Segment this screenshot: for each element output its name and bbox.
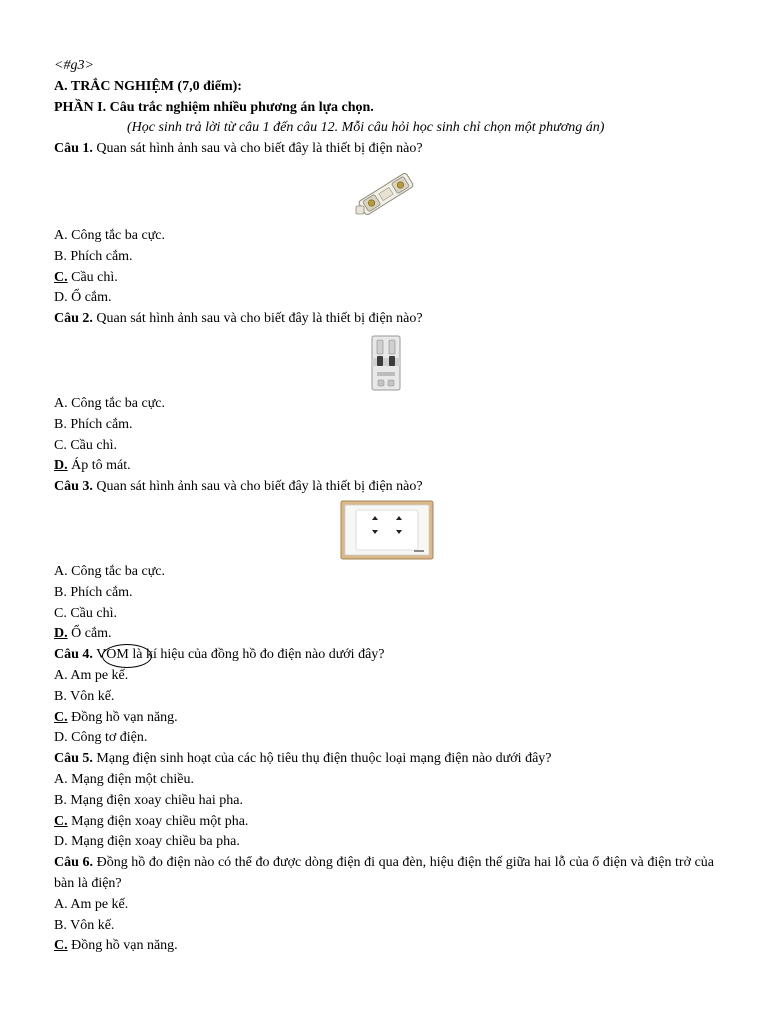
option-text: Đồng hồ vạn năng.: [71, 938, 178, 954]
q5-option-b: B. Mạng điện xoay chiều hai pha.: [54, 792, 243, 808]
circuit-breaker-image: [368, 334, 404, 392]
answer-letter: C.: [54, 269, 68, 285]
q3-option-d: [54, 624, 714, 645]
answer-letter: C.: [54, 938, 68, 954]
question-4: [54, 645, 714, 666]
q2-option-c: C. Cầu chì.: [54, 437, 117, 453]
question-2: [54, 309, 714, 330]
q6-option-b: B. Vôn kế.: [54, 917, 115, 933]
question-text: Quan sát hình ảnh sau và cho biết đây là thiết bị điện nào?: [96, 311, 423, 327]
instruction: (Học sinh trả lời từ câu 1 đến câu 12. Mỗi câu hỏi học sinh chỉ chọn một phương án): [127, 120, 605, 136]
option-text: Áp tô mát.: [71, 458, 131, 474]
q5-option-a: A. Mạng điện một chiều.: [54, 771, 194, 787]
question-1: [54, 139, 714, 160]
question-number: Câu 5.: [54, 751, 93, 767]
q4-option-d: D. Công tơ điện.: [54, 730, 148, 746]
fuse-image: [350, 170, 422, 218]
question-1-image: [54, 160, 714, 226]
question-text: Mạng điện sinh hoạt của các hộ tiêu thụ điện thuộc loại mạng điện nào dưới đây?: [96, 751, 552, 767]
question-2-image: [54, 330, 714, 394]
question-text: Quan sát hình ảnh sau và cho biết đây là thiết bị điện nào?: [96, 479, 423, 495]
question-text: Đồng hồ đo điện nào có thể đo được dòng điện đi qua đèn, hiệu điện thế giữa hai lỗ của ổ điện và điện trở của bàn là điện?: [54, 855, 714, 891]
q4-option-c: [54, 708, 714, 729]
q3-option-a: A. Công tắc ba cực.: [54, 563, 165, 579]
answer-letter: D.: [54, 458, 68, 474]
q3-option-b: B. Phích cắm.: [54, 584, 133, 600]
exam-page: [54, 56, 714, 957]
q1-option-b: B. Phích cắm.: [54, 248, 133, 264]
doc-code: <#g3>: [54, 58, 94, 73]
question-5: [54, 749, 714, 770]
q4-option-b: B. Vôn kế.: [54, 688, 115, 704]
question-6: [54, 853, 714, 895]
question-3-image: [54, 498, 714, 562]
question-number: Câu 3.: [54, 479, 93, 495]
circled-text-content: OM là: [106, 647, 143, 663]
answer-letter: D.: [54, 626, 68, 642]
question-number: Câu 4.: [54, 647, 93, 663]
q2-option-d: [54, 456, 714, 477]
option-text: Mạng điện xoay chiều một pha.: [71, 813, 249, 829]
question-number: Câu 1.: [54, 141, 93, 157]
part1-heading: PHẦN I. Câu trắc nghiệm nhiều phương án lựa chọn.: [54, 99, 374, 115]
option-text: Đồng hồ vạn năng.: [71, 709, 178, 725]
q5-option-c: [54, 812, 714, 833]
q2-option-a: A. Công tắc ba cực.: [54, 395, 165, 411]
q1-option-c: [54, 268, 714, 289]
q6-option-a: A. Am pe kế.: [54, 896, 129, 912]
circled-text: [106, 647, 142, 662]
question-number: Câu 2.: [54, 311, 93, 327]
answer-letter: C.: [54, 813, 68, 829]
q1-option-d: D. Ổ cắm.: [54, 290, 112, 306]
socket-image: [340, 500, 434, 560]
question-number: Câu 6.: [54, 855, 93, 871]
q2-option-b: B. Phích cắm.: [54, 416, 133, 432]
answer-letter: C.: [54, 709, 68, 725]
q1-option-a: A. Công tắc ba cực.: [54, 227, 165, 243]
q3-option-c: C. Cầu chì.: [54, 605, 117, 621]
section-a-heading: A. TRẮC NGHIỆM (7,0 điểm):: [54, 78, 242, 94]
question-text: Quan sát hình ảnh sau và cho biết đây là thiết bị điện nào?: [96, 141, 423, 157]
option-text: Cầu chì.: [71, 269, 118, 285]
option-text: Ổ cắm.: [71, 626, 112, 642]
q4-option-a: A. Am pe kế.: [54, 667, 129, 683]
q6-option-c: [54, 936, 714, 957]
q5-option-d: D. Mạng điện xoay chiều ba pha.: [54, 834, 240, 850]
question-text-pre: V: [96, 647, 107, 663]
question-text-post: kí hiệu của đồng hồ đo điện nào dưới đây?: [145, 647, 385, 663]
question-3: [54, 477, 714, 498]
